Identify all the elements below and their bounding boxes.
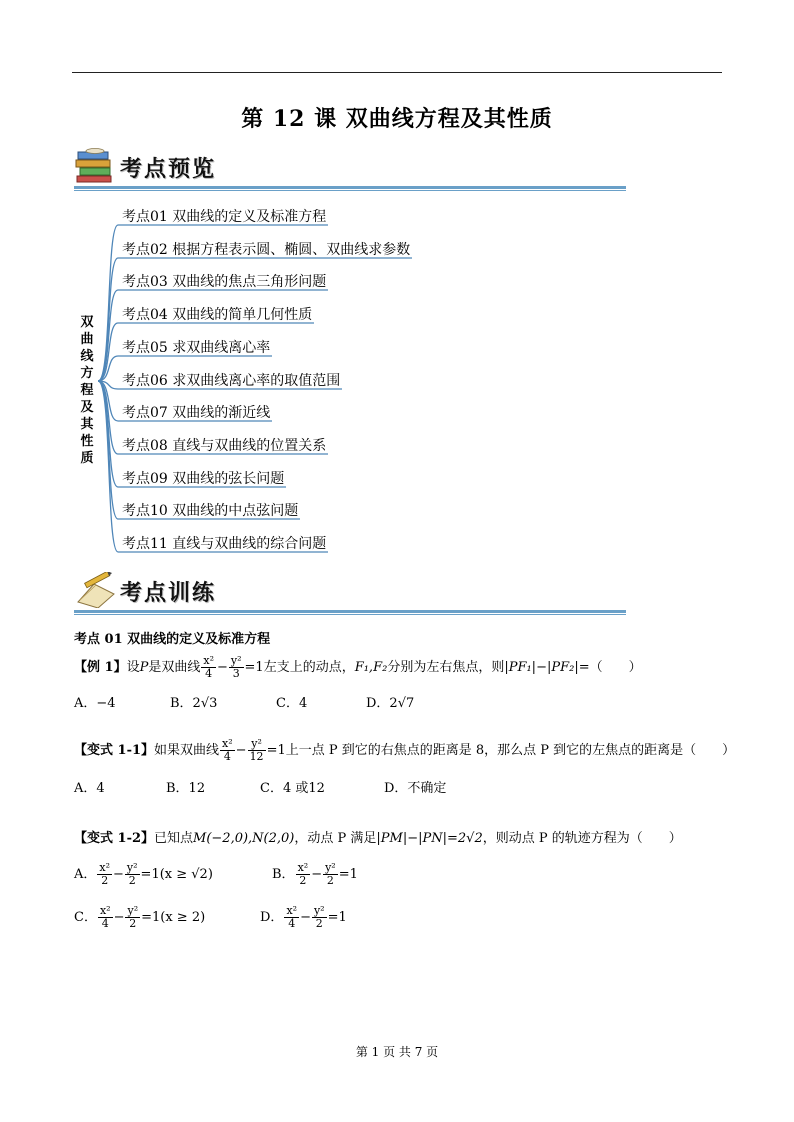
- section-header-training: [74, 570, 626, 616]
- example-1-stem: 【例 1】设P是双曲线 $\frac{\text{x²}}{4}$ − $\frac{\text{y²}}{3}$ =1左支上的动点，F₁,F₂分别为左右焦点，则|PF₁|−|PF₂|=（ ）: [74, 654, 642, 680]
- header-rule: [72, 72, 722, 73]
- option-d: D． $\frac{\text{x²}}{4}$ − $\frac{\text{y²}}{2}$ =1: [260, 904, 347, 930]
- section-rule: [74, 190, 626, 191]
- pencil-notebook-icon: [74, 572, 116, 608]
- option-a: A． $\frac{\text{x²}}{2}$ − $\frac{\text{y²}}{2}$ =1(x ≥ √2): [74, 861, 213, 887]
- mindmap-node: 考点07 双曲线的渐近线: [122, 405, 271, 421]
- option-c: C．4: [276, 696, 308, 711]
- fraction: $\frac{\text{x²}}{4}$: [222, 737, 233, 763]
- books-icon: [74, 148, 116, 184]
- topic-heading: 考点 01 双曲线的定义及标准方程: [74, 632, 271, 647]
- mindmap-center-label: 双 曲 线 方 程 及 其 性 质: [80, 315, 94, 466]
- fraction: $\frac{\text{x²}}{4}$: [203, 654, 214, 680]
- mindmap-node: 考点06 求双曲线离心率的取值范围: [122, 373, 341, 389]
- section-rule: [74, 186, 626, 189]
- option-c: C． $\frac{\text{x²}}{4}$ − $\frac{\text{y²}}{2}$ =1(x ≥ 2): [74, 904, 206, 930]
- fraction: $\frac{\text{y²}}{12}$: [249, 737, 264, 763]
- mindmap-node: 考点03 双曲线的焦点三角形问题: [122, 274, 327, 290]
- section-title-training: 考点训练: [120, 581, 217, 606]
- mindmap-node: 考点05 求双曲线离心率: [122, 340, 271, 356]
- option-d: D．2√7: [366, 696, 415, 711]
- variant-1-2-stem: 【变式 1-2】已知点M(−2,0),N(2,0)，动点 P 满足|PM|−|PN|=2√2，则动点 P 的轨迹方程为（ ）: [74, 831, 682, 846]
- section-rule: [74, 610, 626, 613]
- mindmap-node: 考点10 双曲线的中点弦问题: [122, 503, 299, 519]
- mindmap-node: 考点08 直线与双曲线的位置关系: [122, 438, 327, 454]
- option-b: B．2√3: [170, 696, 218, 711]
- mindmap-node: 考点04 双曲线的简单几何性质: [122, 307, 313, 323]
- mindmap-node: 考点02 根据方程表示圆、椭圆、双曲线求参数: [122, 242, 411, 258]
- section-title-preview: 考点预览: [120, 157, 217, 182]
- section-header-preview: [74, 146, 626, 192]
- section-rule: [74, 614, 626, 615]
- option-a: A．−4: [74, 696, 116, 711]
- option-c: C．4 或12: [260, 781, 325, 796]
- mindmap-node: 考点01 双曲线的定义及标准方程: [122, 209, 327, 225]
- variant-1-1-stem: 【变式 1-1】如果双曲线 $\frac{\text{x²}}{4}$ − $\frac{\text{y²}}{12}$ =1上一点 P 到它的右焦点的距离是 8，那么点 P 到它的左焦点的距离是（ ）: [74, 737, 736, 763]
- option-b: B． $\frac{\text{x²}}{2}$ − $\frac{\text{y²}}{2}$ =1: [272, 861, 358, 887]
- option-d: D．不确定: [384, 781, 447, 796]
- mindmap-node: 考点09 双曲线的弦长问题: [122, 471, 285, 487]
- page-footer: 第 1 页 共 7 页: [355, 1045, 439, 1059]
- option-a: A．4: [74, 781, 105, 796]
- option-b: B．12: [166, 781, 206, 796]
- mindmap-node: 考点11 直线与双曲线的综合问题: [122, 536, 327, 552]
- topic-mindmap: [72, 196, 632, 566]
- fraction: $\frac{\text{y²}}{3}$: [230, 654, 242, 680]
- page-title: 第 12 课 双曲线方程及其性质: [241, 106, 553, 132]
